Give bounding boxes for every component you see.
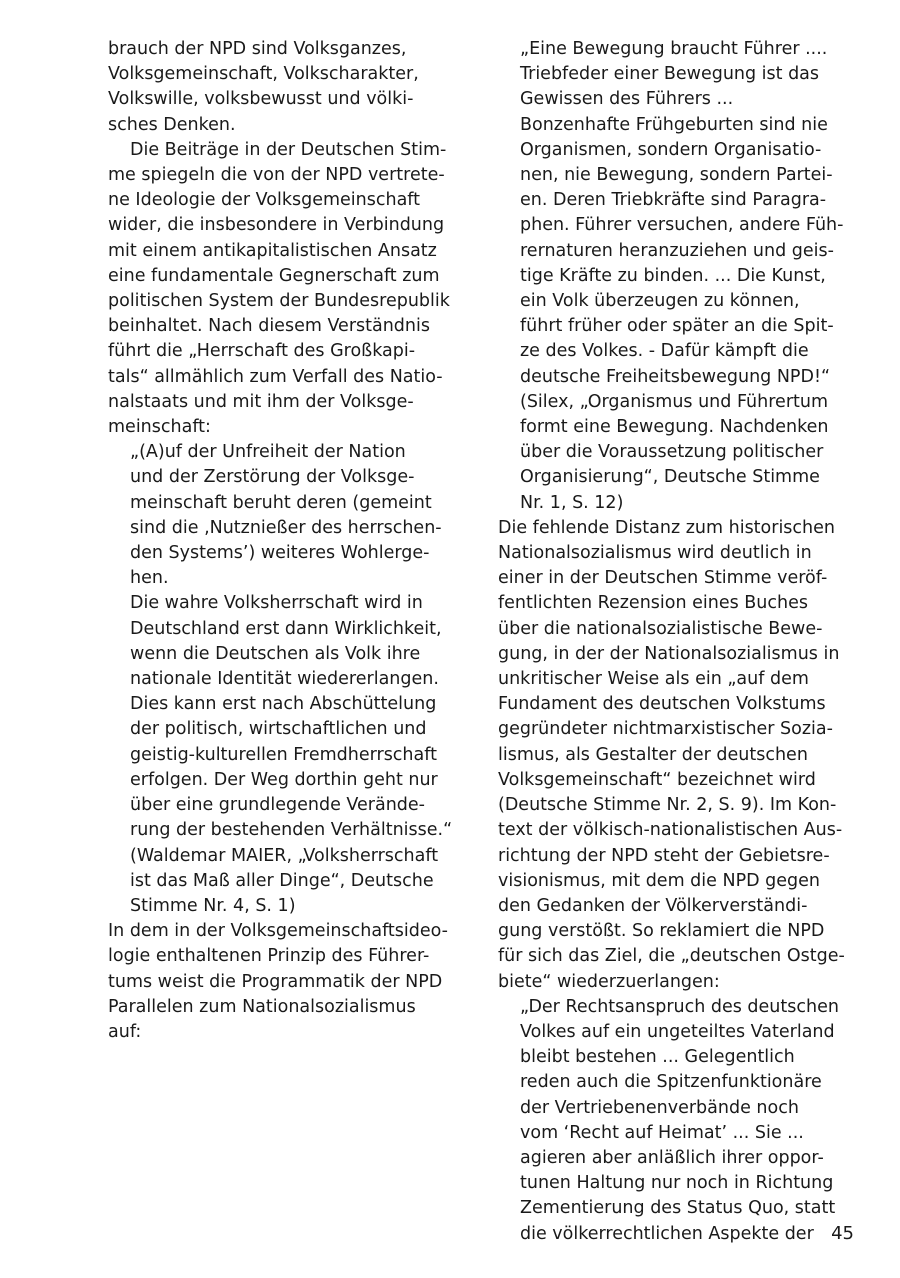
- right-column: [498, 37, 854, 1247]
- quote-line: über eine grundlegende Verände-: [130, 795, 425, 816]
- quote-line: Organismen, sondern Organisatio-: [520, 139, 822, 160]
- quote-line: en. Deren Triebkräfte sind Paragra-: [520, 190, 827, 211]
- text-line: meinschaft:: [108, 417, 211, 438]
- quote-line: ein Volk überzeugen zu können,: [520, 291, 800, 312]
- quote-line: ze des Volkes. - Dafür kämpft die: [520, 341, 809, 362]
- text-line: richtung der NPD steht der Gebietsre-: [498, 845, 830, 866]
- quote-line: sind die ‚Nutznießer des herrschen-: [130, 517, 442, 538]
- text-line: auf:: [108, 1021, 142, 1042]
- text-line: logie enthaltenen Prinzip des Führer-: [108, 946, 430, 967]
- quote-line: Triebfeder einer Bewegung ist das: [520, 64, 820, 85]
- quote-line: agieren aber anläßlich ihrer oppor-: [520, 1147, 824, 1168]
- quote-line: die völkerrechtlichen Aspekte der: [520, 1223, 814, 1244]
- text-line: (Deutsche Stimme Nr. 2, S. 9). Im Kon-: [498, 795, 837, 816]
- text-line: beinhaltet. Nach diesem Verständnis: [108, 316, 430, 337]
- quote-line: nen, nie Bewegung, sondern Partei-: [520, 165, 833, 186]
- text-line: me spiegeln die von der NPD vertrete-: [108, 165, 445, 186]
- quote-line: erfolgen. Der Weg dorthin geht nur: [130, 769, 438, 790]
- text-line: gung, in der der Nationalsozialismus in: [498, 643, 840, 664]
- text-line: Fundament des deutschen Volkstums: [498, 694, 826, 715]
- text-line: nalstaats und mit ihm der Volksge-: [108, 391, 414, 412]
- text-line: sches Denken.: [108, 114, 236, 135]
- quote-line: tige Kräfte zu binden. ... Die Kunst,: [520, 265, 826, 286]
- quote-line: deutsche Freiheitsbewegung NPD!“: [520, 366, 831, 387]
- text-line: biete“ wiederzuerlangen:: [498, 971, 720, 992]
- quote-line: und der Zerstörung der Volksge-: [130, 467, 415, 488]
- text-line: ne Ideologie der Volksgemeinschaft: [108, 190, 421, 211]
- text-line: über die nationalsozialistische Bewe-: [498, 618, 823, 639]
- text-line: Die fehlende Distanz zum historischen: [498, 517, 835, 538]
- quote-line: Bonzenhafte Frühgeburten sind nie: [520, 114, 828, 135]
- quote-line: reden auch die Spitzenfunktionäre: [520, 1072, 822, 1093]
- text-line: text der völkisch-nationalistischen Aus-: [498, 820, 843, 841]
- text-line: fentlichten Rezension eines Buches: [498, 593, 808, 614]
- text-line: gung verstößt. So reklamiert die NPD: [498, 921, 825, 942]
- quote-line: vom ‘Recht auf Heimat’ ... Sie ...: [520, 1122, 804, 1143]
- text-line: eine fundamentale Gegnerschaft zum: [108, 265, 440, 286]
- quote-line: formt eine Bewegung. Nachdenken: [520, 417, 829, 438]
- text-line: Nationalsozialismus wird deutlich in: [498, 543, 812, 564]
- text-line: den Gedanken der Völkerverständi-: [498, 895, 808, 916]
- quote-line: ist das Maß aller Dinge“, Deutsche: [130, 870, 434, 891]
- text-line: Parallelen zum Nationalsozialismus: [108, 996, 416, 1017]
- quote-line: der politisch, wirtschaftlichen und: [130, 719, 427, 740]
- quote-line: hen.: [130, 568, 169, 589]
- quote-line: Zementierung des Status Quo, statt: [520, 1198, 836, 1219]
- quote-line: führt früher oder später an die Spit-: [520, 316, 834, 337]
- quote-line: (Silex, „Organismus und Führertum: [520, 391, 829, 412]
- quote-line: phen. Führer versuchen, andere Füh-: [520, 215, 844, 236]
- quote-line: Nr. 1, S. 12): [520, 492, 624, 513]
- text-line: tums weist die Programmatik der NPD: [108, 971, 443, 992]
- quote-line: rung der bestehenden Verhältnisse.“: [130, 820, 453, 841]
- text-line: wider, die insbesondere in Verbindung: [108, 215, 445, 236]
- quote-line: tunen Haltung nur noch in Richtung: [520, 1173, 834, 1194]
- quote-line: Gewissen des Führers ...: [520, 89, 734, 110]
- quote-line: Die wahre Volksherrschaft wird in: [130, 593, 423, 614]
- text-line: lismus, als Gestalter der deutschen: [498, 744, 808, 765]
- quote-line: wenn die Deutschen als Volk ihre: [130, 643, 421, 664]
- text-line: politischen System der Bundesrepublik: [108, 291, 450, 312]
- quote-line: Deutschland erst dann Wirklichkeit,: [130, 618, 442, 639]
- quote-line: (Waldemar MAIER, „Volksherrschaft: [130, 845, 439, 866]
- quote-line: „Der Rechtsanspruch des deutschen: [520, 996, 839, 1017]
- quote-line: über die Voraussetzung politischer: [520, 442, 824, 463]
- quote-line: der Vertriebenenverbände noch: [520, 1097, 799, 1118]
- quote-line: Dies kann erst nach Abschüttelung: [130, 694, 437, 715]
- text-line: visionismus, mit dem die NPD gegen: [498, 870, 820, 891]
- text-line: Volksgemeinschaft, Volkscharakter,: [108, 64, 419, 85]
- text-line: gegründeter nichtmarxistischer Sozia-: [498, 719, 833, 740]
- quote-line: nationale Identität wiedererlangen.: [130, 669, 439, 690]
- page-number: 45: [831, 1223, 854, 1244]
- text-line: tals“ allmählich zum Verfall des Natio-: [108, 366, 443, 387]
- quote-line: meinschaft beruht deren (gemeint: [130, 492, 432, 513]
- quote-line: Stimme Nr. 4, S. 1): [130, 895, 296, 916]
- text-line: einer in der Deutschen Stimme veröf-: [498, 568, 828, 589]
- quote-line: bleibt bestehen ... Gelegentlich: [520, 1047, 795, 1068]
- text-line: unkritischer Weise als ein „auf dem: [498, 669, 809, 690]
- quote-line: Organisierung“, Deutsche Stimme: [520, 467, 820, 488]
- text-line: Die Beiträge in der Deutschen Stim-: [130, 139, 447, 160]
- quote-line: den Systems’) weiteres Wohlerge-: [130, 543, 430, 564]
- left-column: [108, 37, 462, 1045]
- quote-line: „Eine Bewegung braucht Führer ....: [520, 39, 828, 59]
- quote-line: Volkes auf ein ungeteiltes Vaterland: [520, 1021, 835, 1042]
- text-line: Volkswille, volksbewusst und völki-: [108, 89, 414, 110]
- text-line: mit einem antikapitalistischen Ansatz: [108, 240, 437, 261]
- text-line: In dem in der Volksgemeinschaftsideo-: [108, 921, 448, 942]
- text-line: führt die „Herrschaft des Großkapi-: [108, 341, 416, 362]
- quote-line: geistig-kulturellen Fremdherrschaft: [130, 744, 437, 765]
- text-line: für sich das Ziel, die „deutschen Ostge-: [498, 946, 845, 967]
- quote-line: „(A)uf der Unfreiheit der Nation: [130, 442, 406, 463]
- text-line: Volksgemeinschaft“ bezeichnet wird: [498, 769, 816, 790]
- text-line: brauch der NPD sind Volksganzes,: [108, 39, 407, 59]
- quote-line: rernaturen heranzuziehen und geis-: [520, 240, 834, 261]
